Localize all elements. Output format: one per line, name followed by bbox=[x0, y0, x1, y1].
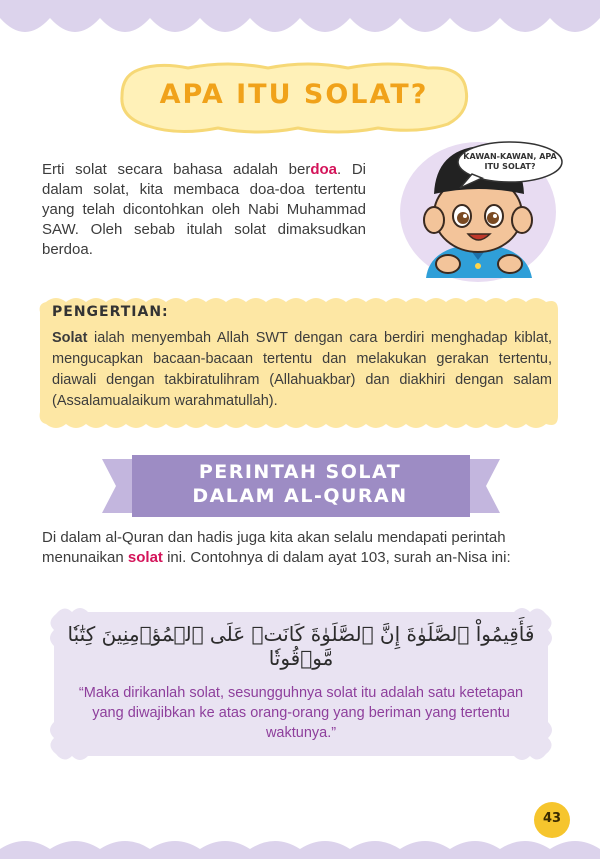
section-heading-line1: PERINTAH SOLAT bbox=[198, 461, 402, 483]
page-number: 43 bbox=[542, 811, 562, 826]
section-heading bbox=[150, 460, 450, 508]
definition-body: Solat ialah menyembah Allah SWT dengan cara berdiri menghadap kiblat, mengucapkan bacaan-bacaan tertentu dan melakukan gerakan tertentu, diawali dengan takbiratulihram (Allahuakbar) dan diakhiri dengan salam (Assalamualaikum warahmatullah). bbox=[52, 330, 552, 409]
verse-translation: “Maka dirikanlah solat, sesungguhnya solat itu adalah satu ketetapan yang diwajibkan ke atas orang-orang yang beriman yang tertentu waktunya.” bbox=[78, 685, 524, 741]
intro-paragraph: Erti solat secara bahasa adalah berdoa. Di dalam solat, kita membaca doa-doa tertentu yang telah dicontohkan oleh Nabi Muhammad SAW. Oleh sebab itulah solat dimaksudkan berdoa. bbox=[42, 161, 367, 258]
bottom-scallop-border bbox=[0, 839, 600, 859]
section-heading-line2: DALAM AL-QURAN bbox=[192, 485, 408, 507]
definition-heading: PENGERTIAN: bbox=[52, 304, 169, 320]
definition-term: Solat bbox=[52, 330, 88, 346]
speech-bubble-text: KAWAN-KAWAN, APA ITU SOLAT? bbox=[463, 152, 557, 171]
intro-highlight: doa bbox=[310, 161, 338, 178]
arabic-verse: فَأَقِيمُواْ ٱلصَّلَوٰةَ إِنَّ ٱلصَّلَوٰةَ كَانَتۡ عَلَى ٱلۡمُؤۡمِنِينَ كِتَٰبٗا مَّوۡقُوتٗا bbox=[67, 622, 535, 670]
top-scallop-border bbox=[0, 0, 600, 46]
quran-intro-paragraph: Di dalam al-Quran dan hadis juga kita akan selalu mendapati perintah menunaikan solat ini. Contohnya di dalam ayat 103, surah an-Nisa ini: bbox=[42, 529, 511, 566]
paragraph2-highlight: solat bbox=[127, 549, 163, 566]
page-title: APA ITU SOLAT? bbox=[159, 79, 429, 110]
